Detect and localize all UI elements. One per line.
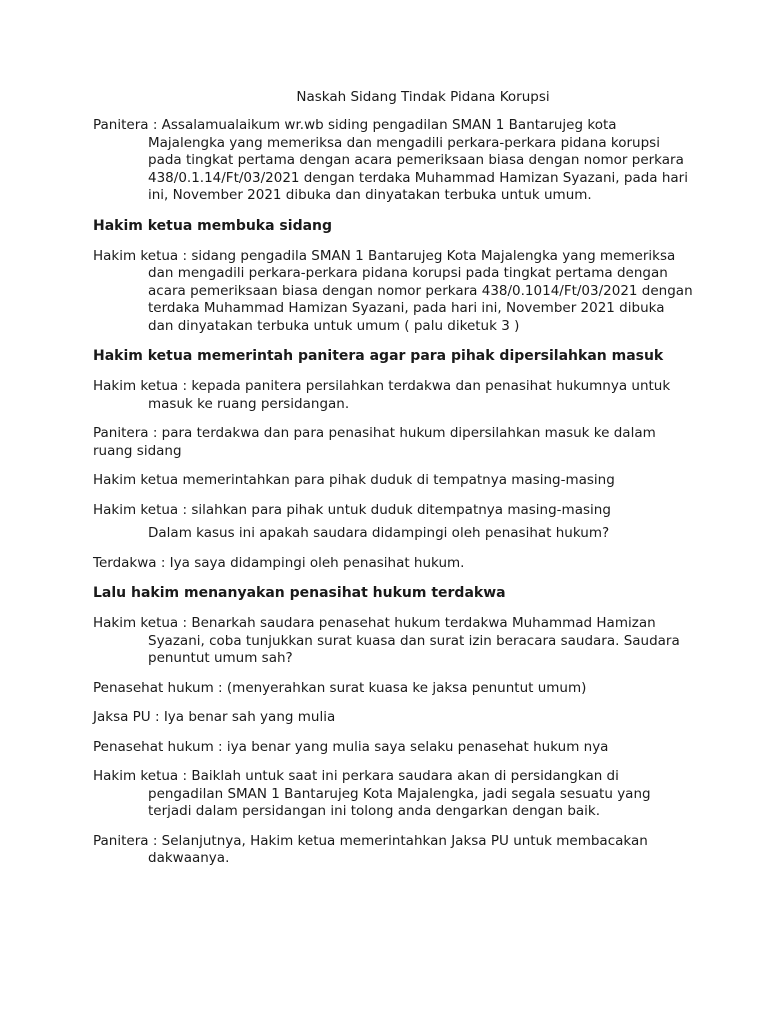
paragraph-terdakwa-jawab: Terdakwa : Iya saya didampingi oleh penasihat hukum. (93, 554, 465, 571)
paragraph-panitera-masuk: Panitera : para terdakwa dan para penasihat hukum dipersilahkan masuk ke dalam ruang sidang (93, 425, 656, 459)
paragraph-hakim-duduk: Hakim ketua memerintahkan para pihak duduk di tempatnya masing-masing (93, 472, 615, 488)
heading-membuka-sidang: Hakim ketua membuka sidang (93, 217, 333, 234)
paragraph-panitera-selanjutnya: Panitera : Selanjutnya, Hakim ketua memerintahkan Jaksa PU untuk membacakan dakwaanya. (93, 832, 648, 866)
heading-panitera-pihak-masuk: Hakim ketua memerintah panitera agar para pihak dipersilahkan masuk (93, 348, 664, 364)
paragraph-hakim-silahkan-duduk: Hakim ketua : silahkan para pihak untuk duduk ditempatnya masing-masing (93, 501, 611, 518)
paragraph-hakim-tanya-penasihat: Dalam kasus ini apakah saudara didampingi oleh penasihat hukum? (148, 525, 610, 541)
paragraph-hakim-baiklah: Hakim ketua : Baiklah untuk saat ini perkara saudara akan di persidangkan di pengadilan SMAN 1 Bantarujeg Kota Majalengka, jadi segala sesuatu yang terjadi dalam persidangan ini tolong anda dengarkan dengan baik. (93, 768, 651, 819)
paragraph-penasehat-serahkan: Penasehat hukum : (menyerahkan surat kuasa ke jaksa penuntut umum) (93, 679, 587, 696)
paragraph-hakim-benarkah: Hakim ketua : Benarkah saudara penasehat hukum terdakwa Muhammad Hamizan Syazani, coba tunjukkan surat kuasa dan surat izin beracara saudara. Saudara penuntut umum sah? (93, 615, 680, 666)
paragraph-jaksa-sah: Jaksa PU : Iya benar sah yang mulia (93, 709, 336, 725)
paragraph-panitera-opening: Panitera : Assalamualaikum wr.wb siding pengadilan SMAN 1 Bantarujeg kota Majalengka yang memeriksa dan mengadili perkara-perkara pidana korupsi pada tingkat pertama dengan acara pemeriksaan biasa dengan nomor perkara 438/0.1.14/Ft/03/2021 dengan terdaka Muhammad Hamizan Syazani, pada hari ini, November 2021 dibuka dan dinyatakan terbuka untuk umum. (93, 117, 688, 203)
paragraph-hakim-membuka: Hakim ketua : sidang pengadila SMAN 1 Bantarujeg Kota Majalengka yang memeriksa dan mengadili perkara-perkara pidana korupsi pada tingkat pertama dengan acara pemeriksaan biasa dengan nomor perkara 438/0.1014/Ft/03/2021 dengan terdaka Muhammad Hamizan Syazani, pada hari ini, November 2021 dibuka dan dinyatakan terbuka untuk umum ( palu diketuk 3 ) (93, 247, 693, 334)
document-page (93, 88, 693, 880)
heading-hakim-tanya-penasihat: Lalu hakim menanyakan penasihat hukum terdakwa (93, 585, 506, 601)
paragraph-penasehat-benar: Penasehat hukum : iya benar yang mulia saya selaku penasehat hukum nya (93, 738, 609, 755)
paragraph-hakim-persilahkan: Hakim ketua : kepada panitera persilahkan terdakwa dan penasihat hukumnya untuk masuk ke ruang persidangan. (93, 378, 671, 412)
document-title: Naskah Sidang Tindak Pidana Korupsi (296, 89, 550, 105)
